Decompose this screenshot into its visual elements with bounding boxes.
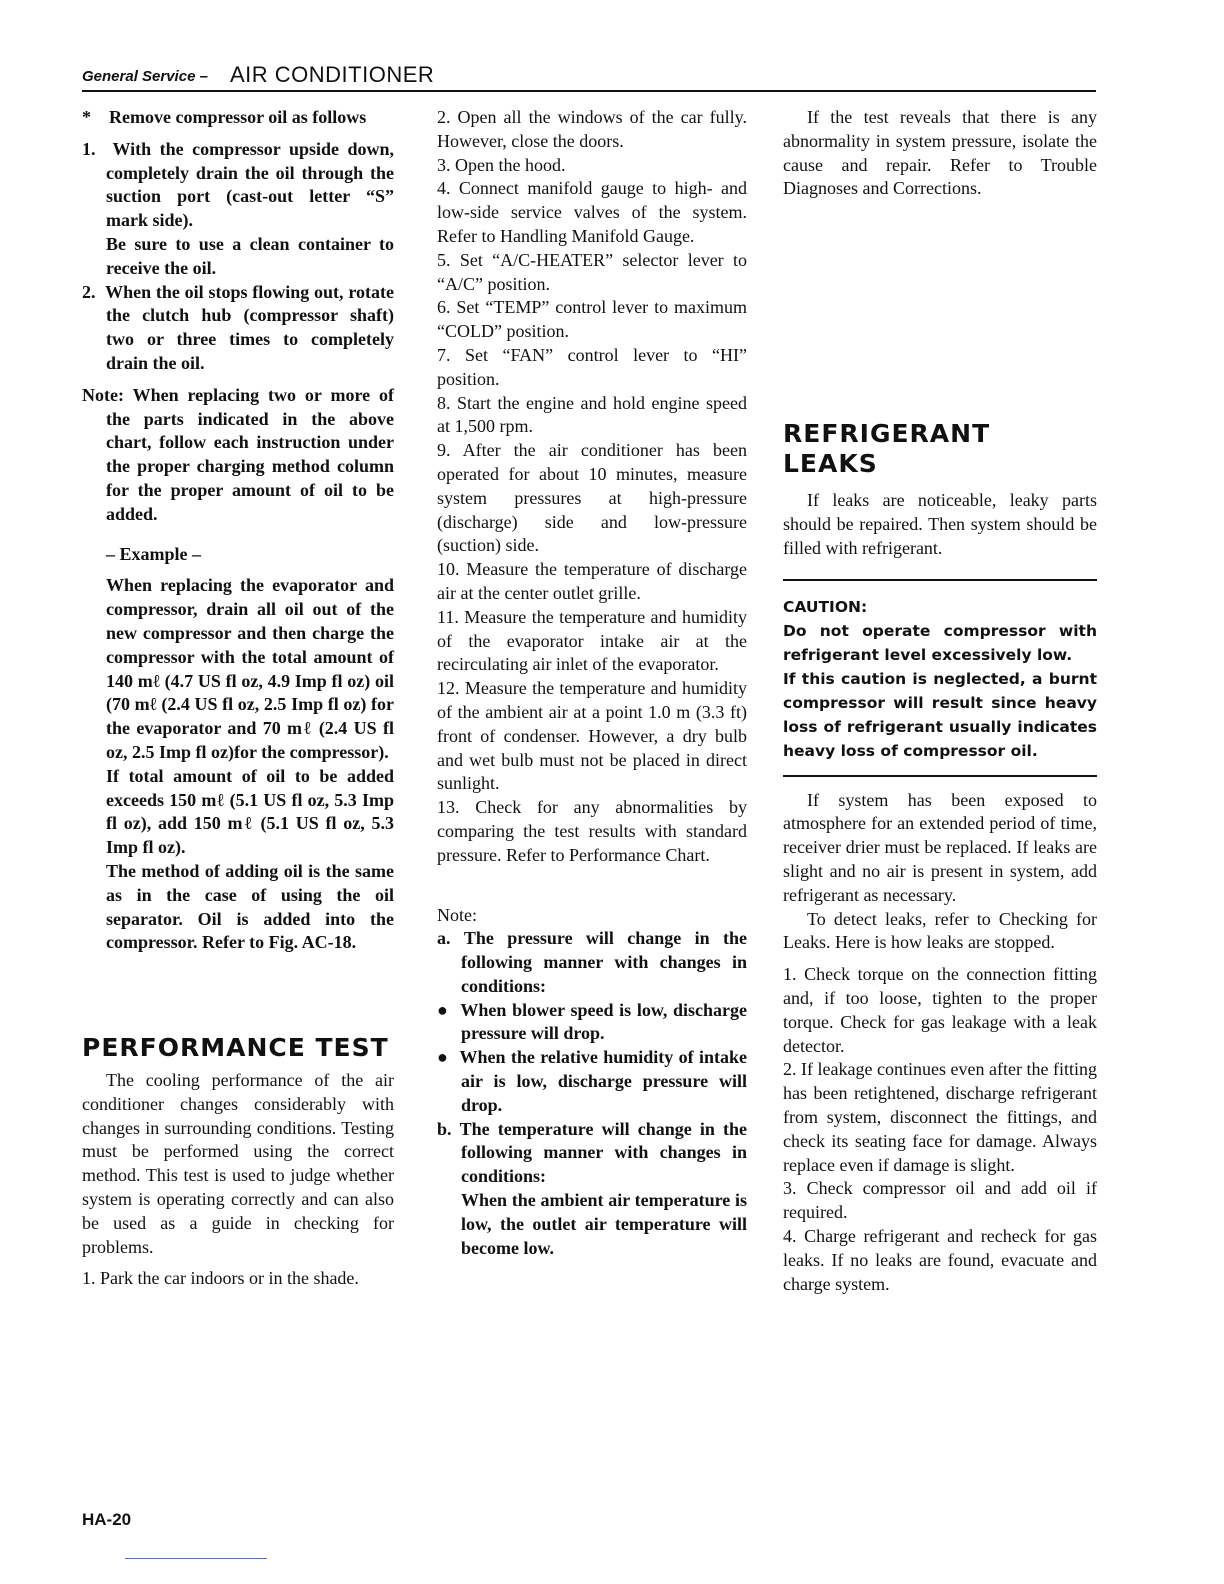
test-step: 10. Measure the temperature of discharge air at the center outlet grille. [437, 559, 747, 603]
bullet-dot: ● [437, 999, 461, 1020]
column3-intro: If the test reveals that there is any abnormality in system pressure, isolate the cause and repair. Refer to Trouble Diagnoses and Corrections. [783, 107, 1097, 199]
test-step: 4. Connect manifold gauge to high- and low-side service valves of the system. Refer to Handling Manifold Gauge. [437, 178, 747, 246]
caution-line-1: Do not operate compressor with refrigerant level excessively low. [783, 621, 1097, 664]
test-step: 2. Open all the windows of the car fully. However, close the doors. [437, 107, 747, 151]
leak-step: 2. If leakage continues even after the fitting has been retightened, discharge refrigerant from system, disconnect the fittings, and check its seating face for damage. Always replace even if damage is slight. [783, 1059, 1097, 1175]
note-b-detail: When the ambient air temperature is low, the outlet air temperature will become low. [461, 1190, 747, 1258]
caution-line-2: If this caution is neglected, a burnt compressor will result since heavy loss of refrigerant usually indicates heavy loss of compressor oil. [783, 669, 1097, 760]
note-bullet-1: ● When blower speed is low, discharge pressure will drop. [437, 999, 748, 1044]
leaks-paragraph-1: If leaks are noticeable, leaky parts should be repaired. Then system should be filled with refrigerant. [783, 490, 1097, 558]
test-step: 11. Measure the temperature and humidity of the evaporator intake air at the recirculating air inlet of the evaporator. [437, 606, 747, 675]
column-3 [783, 106, 1097, 1296]
test-step: 6. Set “TEMP” control lever to maximum “COLD” position. [437, 297, 747, 342]
note-label: Note: [437, 904, 477, 925]
note-bullet-2: ● When the relative humidity of intake air is low, discharge pressure will drop. [437, 1047, 747, 1115]
leak-step: 1. Check torque on the connection fitting and, if too loose, tighten to the proper torque. Check for gas leakage with a leak detector. [783, 964, 1097, 1056]
caution-box [783, 579, 1097, 777]
example-paragraph-2: If total amount of oil to be added exceeds 150 mℓ (5.1 US fl oz, 5.3 Imp fl oz), add 150 mℓ (5.1 US fl oz, 5.3 Imp fl oz). [106, 765, 394, 858]
leaks-paragraph-3: To detect leaks, refer to Checking for Leaks. Here is how leaks are stopped. [783, 908, 1097, 953]
column-2 [437, 106, 747, 1260]
remove-title: * Remove compressor oil as follows [82, 107, 367, 127]
page-number: HA-20 [82, 1510, 132, 1529]
page-title: AIR CONDITIONER [230, 62, 435, 87]
refrigerant-leaks-heading: REFRIGERANT LEAKS [783, 419, 991, 479]
caution-label: CAUTION: [783, 597, 868, 616]
leaks-paragraph-2: If system has been exposed to atmosphere for an extended period of time, receiver drier must be replaced. If leaks are slight and no air is present in system, add refrigerant as necessary. [783, 789, 1097, 905]
performance-test-heading: PERFORMANCE TEST [82, 1033, 389, 1063]
note-a: a. The pressure will change in the following manner with changes in conditions: [437, 928, 747, 996]
performance-step-1: 1. Park the car indoors or in the shade. [82, 1268, 359, 1289]
note-b: b. The temperature will change in the following manner with changes in conditions: [437, 1118, 747, 1187]
page-header [82, 62, 1096, 92]
performance-intro: The cooling performance of the air conditioner changes considerably with changes in surrounding conditions. Testing must be performed using the correct method. This test is used to judge whether system is operating correctly and can also be used as a guide in checking for problems. [82, 1070, 394, 1257]
test-step: 12. Measure the temperature and humidity of the ambient air at a point 1.0 m (3.3 ft) front of condenser. However, a dry bulb and wet bulb must not be placed in direct sunlight. [437, 678, 747, 794]
test-step: 7. Set “FAN” control lever to “HI” position. [437, 344, 747, 389]
column-1 [82, 106, 394, 1291]
bullet-dot: ● [437, 1047, 460, 1068]
test-step: 13. Check for any abnormalities by comparing the test results with standard pressure. Refer to Performance Chart. [437, 797, 747, 865]
remove-step-1-note: Be sure to use a clean container to receive the oil. [106, 233, 394, 278]
test-step: 8. Start the engine and hold engine speed at 1,500 rpm. [437, 392, 747, 437]
footer-rule [125, 1558, 267, 1559]
note: Note: When replacing two or more of the parts indicated in the above chart, follow each instruction under the proper charging method column for the proper amount of oil to be added. [82, 384, 394, 524]
test-step: 5. Set “A/C-HEATER” selector lever to “A/C” position. [437, 249, 747, 294]
remove-step-2: 2. When the oil stops flowing out, rotate the clutch hub (compressor shaft) two or three times to completely drain the oil. [82, 281, 394, 373]
leak-step: 4. Charge refrigerant and recheck for gas leaks. If no leaks are found, evacuate and charge system. [783, 1225, 1097, 1294]
example-paragraph-3: The method of adding oil is the same as in the case of using the oil separator. Oil is added into the compressor. Refer to Fig. AC-18. [106, 860, 394, 953]
example-paragraph-1: When replacing the evaporator and compressor, drain all oil out of the new compressor and then charge the compressor with the total amount of 140 mℓ (4.7 US fl oz, 4.9 Imp fl oz) oil (70 mℓ (2.4 US fl oz, 2.5 Imp fl oz) for the evaporator and 70 mℓ (2.4 US fl oz, 2.5 Imp fl oz)for the compressor). [106, 575, 394, 762]
section-label: General Service – [82, 68, 208, 85]
remove-step-1: 1. With the compressor upside down, completely drain the oil through the suction port (cast-out letter “S” mark side). [82, 138, 394, 231]
test-step: 3. Open the hood. [437, 154, 566, 175]
bullet-star: * [82, 107, 109, 127]
test-step: 9. After the air conditioner has been operated for about 10 minutes, measure system pressures at high-pressure (discharge) side and low-pressure (suction) side. [437, 440, 747, 556]
example-label: – Example – [106, 543, 202, 564]
leak-step: 3. Check compressor oil and add oil if required. [783, 1178, 1097, 1223]
